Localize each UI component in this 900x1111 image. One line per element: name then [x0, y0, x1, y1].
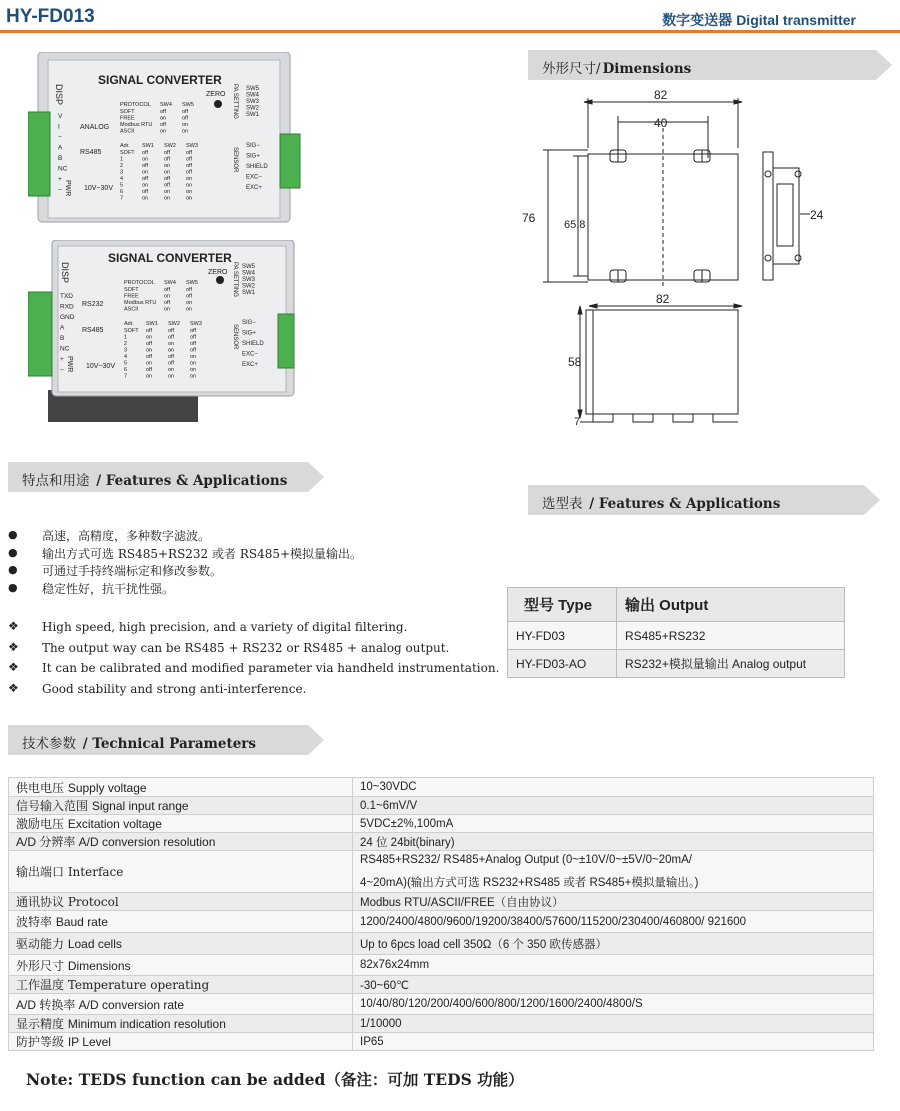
device-protocol-cell: FREE [120, 115, 135, 122]
diamond-bullet-icon: ❖ [8, 619, 19, 633]
product-title-en: Digital transmitter [736, 12, 856, 28]
device-address-cell: on [168, 373, 175, 380]
table-row [9, 976, 874, 994]
device-rs485-label: RS485 [80, 149, 102, 156]
device-address-cell: off [186, 163, 193, 169]
param-value-line: 82x76x24mm [360, 959, 430, 971]
param-value-line: 24 位 24bit(binary) [360, 836, 455, 849]
device-address-cell: on [146, 347, 153, 354]
device-address-cell: off [164, 150, 171, 156]
device-sensor-pin-label: EXC+ [246, 185, 262, 191]
param-name [9, 976, 353, 994]
device-address-header: SW3 [190, 321, 202, 327]
device-sensor-pin-label: SHIELD [246, 164, 268, 170]
param-name-cn: 波特率 [16, 915, 56, 929]
teds-note: Note: TEDS function can be added（备注：可加 TEDS 功能） [26, 1070, 524, 1089]
diamond-bullet-icon: ❖ [8, 639, 19, 654]
param-value-line: 10~30VDC [360, 781, 417, 793]
selection-banner-cn: 选型表 [542, 496, 583, 512]
device-address-cell: 1 [124, 334, 128, 341]
device-protocol-cell: ASCII [124, 306, 139, 313]
list-item: ❖ Good stability and strong anti-interference. [8, 680, 307, 696]
device-protocol-cell: off [186, 293, 193, 300]
diamond-bullet-icon: ❖ [8, 680, 19, 695]
param-value [353, 797, 874, 815]
device-protocol-cell: on [160, 115, 167, 122]
device-address-cell: off [168, 354, 175, 360]
param-name-cn: 激励电压 [16, 817, 68, 831]
device-protocol-cell: ASCII [120, 128, 135, 135]
param-value [353, 1033, 874, 1051]
device-rs485-label: RS485 [82, 327, 104, 334]
param-value-line: 0.1~6mV/V [360, 799, 418, 812]
table-row [9, 778, 874, 797]
device-address-cell: off [146, 354, 153, 360]
device-address-cell: on [164, 169, 171, 176]
param-name-en: A/D 分辨率 A/D conversion resolution [16, 835, 216, 849]
device-protocol-cell: off [164, 287, 171, 293]
device-pin-label: − [58, 186, 62, 194]
device-sensor-pin-label: SIG− [242, 320, 256, 326]
param-value-line: 10/40/80/120/200/400/600/800/1200/1600/2400/4800/S [360, 998, 643, 1010]
param-value [353, 893, 874, 911]
device-address-cell: on [142, 182, 149, 189]
device-address-cell: 6 [124, 367, 128, 373]
device-address-cell: on [142, 195, 149, 202]
device-sensor-pin-label: SIG− [246, 143, 260, 149]
table-row [9, 1015, 874, 1033]
dimension-hole-height-label: 65.8 [564, 219, 586, 231]
features-en-list [8, 620, 499, 702]
table-row [9, 911, 874, 933]
param-name-cn: 信号输入范围 [16, 799, 92, 813]
device-address-cell: on [190, 354, 197, 360]
device-pwr-label: PWR [64, 180, 71, 197]
device-address-header: SW3 [186, 143, 198, 149]
param-name-en: Excitation voltage [67, 817, 162, 831]
param-value-line: RS485+RS232/ RS485+Analog Output (0~±10V/0~±5V/0~20mA/ [360, 853, 692, 866]
device-protocol-cell: off [160, 109, 167, 115]
device-address-cell: on [186, 189, 193, 195]
device-protocol-cell: on [186, 306, 193, 313]
device-address-cell: off [146, 367, 153, 373]
device-address-header: Adr. [124, 321, 134, 327]
param-value [353, 976, 874, 994]
device-pwr-label: PWR [66, 356, 73, 373]
device-address-cell: on [146, 360, 153, 367]
param-name [9, 1033, 353, 1051]
bullet-icon: ● [8, 580, 18, 594]
device-protocol-cell: on [182, 128, 189, 135]
device-address-cell: SOFT [120, 150, 135, 156]
dimensions-banner-cn: 外形尺寸/ [542, 61, 601, 77]
device-protocol-cell: off [182, 109, 189, 115]
table-row [9, 815, 874, 833]
device-sensor-pin-label: EXC− [242, 351, 258, 358]
features-banner-en: / Features & Applications [96, 473, 288, 489]
device-voltage-label: 10V~30V [84, 185, 113, 192]
device-address-cell: off [190, 328, 197, 334]
param-value-line: Up to 6pcs load cell 350Ω（6 个 350 欧传感器） [360, 938, 608, 951]
device-zero-label: ZERO [208, 269, 228, 276]
device-address-cell: on [168, 341, 175, 347]
param-value-line: 1200/2400/4800/9600/19200/38400/57600/115200/230400/460800/ 921600 [360, 915, 747, 928]
param-name-en: Minimum indication resolution [67, 1017, 226, 1031]
param-name [9, 893, 353, 911]
bullet-icon: ● [8, 528, 18, 541]
param-name-cn: 供电电压 [16, 780, 68, 795]
device-address-cell: 5 [120, 182, 124, 189]
device-sensor-label: SENSOR [232, 324, 238, 350]
device-pin-label: TXD [60, 293, 73, 300]
device-address-cell: off [164, 182, 171, 189]
param-name-en: Dimensions [67, 958, 131, 973]
param-name [9, 797, 353, 815]
device-protocol-header: SW5 [182, 102, 194, 108]
device-sensor-pin-label: EXC+ [242, 362, 258, 368]
selection-table [507, 587, 845, 678]
device-address-cell: 7 [120, 195, 124, 202]
params-banner-en: / Technical Parameters [82, 736, 257, 752]
device-switch-label: SW5 [242, 264, 256, 270]
param-value [353, 911, 874, 933]
device-address-header: Adr. [120, 143, 130, 149]
bullet-icon: ● [8, 563, 18, 576]
table-row [9, 1033, 874, 1051]
device-address-cell: off [146, 328, 153, 334]
device-sensor-pin-label: SIG+ [246, 153, 260, 160]
param-name [9, 1015, 353, 1033]
device-protocol-header: PROTOCOL [120, 102, 151, 108]
device-address-cell: off [186, 169, 193, 176]
header-output: 输出 Output [617, 588, 845, 622]
device-rs232-label: RS232 [82, 301, 104, 308]
device-address-cell: off [142, 163, 149, 169]
device-protocol-cell: on [164, 293, 171, 300]
device-switch-label: SW1 [242, 290, 256, 296]
device-pin-label: NC [60, 345, 70, 353]
device-protocol-cell: on [186, 300, 193, 306]
device-address-cell: off [190, 347, 197, 354]
device-pin-label: I [58, 123, 60, 131]
cell-type: HY-FD03-AO [508, 650, 617, 678]
param-name [9, 833, 353, 851]
dimensions-banner [528, 50, 892, 80]
device-address-cell: off [190, 334, 197, 341]
device-address-cell: 7 [124, 373, 128, 380]
device-address-cell: off [168, 334, 175, 341]
param-name [9, 911, 353, 933]
device-switch-label: SW3 [246, 99, 260, 105]
device-pa-setting-label: PA SETTING [232, 84, 238, 119]
table-row [508, 622, 845, 650]
device-switch-label: SW2 [242, 283, 256, 290]
device-analog-label: ANALOG [80, 124, 110, 131]
params-banner [8, 725, 324, 755]
param-value-line: 1/10000 [360, 1017, 402, 1030]
device-disp-label: DISP [54, 84, 64, 106]
features-cn-list [8, 527, 362, 597]
header-type: 型号 Type [508, 588, 617, 622]
list-item: ❖ It can be calibrated and modified parameter via handheld instrumentation. [8, 660, 500, 675]
device-address-cell: on [146, 334, 153, 341]
device-address-cell: on [146, 373, 153, 380]
dimensions-banner-en: Dimensions [602, 61, 692, 77]
dimension-side-width-label: 82 [656, 292, 670, 306]
device-sensor-pin-label: EXC− [246, 174, 262, 181]
param-name-cn: 显示精度 [16, 1017, 68, 1031]
dimension-foot-label: 7 [574, 416, 581, 428]
list-item: ● 高速，高精度，多种数字滤波。 [8, 528, 211, 543]
param-name-en: A/D 转换率 A/D conversion rate [16, 997, 185, 1012]
product-title-cn: 数字变送器 [662, 13, 733, 29]
param-name-cn: 防护等级 [16, 1035, 68, 1049]
param-value-line: IP65 [360, 1035, 384, 1048]
product-title [662, 10, 856, 30]
device-address-cell: on [168, 347, 175, 354]
device-pin-label: − [58, 134, 62, 141]
device-address-cell: 6 [120, 189, 124, 195]
device-pin-label: + [58, 176, 62, 183]
device-address-cell: off [164, 156, 171, 163]
device-pin-label: NC [58, 165, 68, 173]
cell-output: RS485+RS232 [617, 622, 845, 650]
device-pin-label: A [60, 324, 65, 332]
dimension-depth-label: 24 [810, 208, 824, 222]
device-address-cell: on [142, 169, 149, 176]
param-name [9, 851, 353, 893]
device-address-cell: 4 [124, 354, 128, 360]
list-item: ● 输出方式可选 RS485+RS232 或者 RS485+模拟量输出。 [8, 545, 363, 561]
param-value-line: 4~20mA)(输出方式可选 RS232+RS485 或者 RS485+模拟量输出。) [360, 876, 699, 889]
device-protocol-header: PROTOCOL [124, 280, 155, 286]
param-name-cn: 驱动能力 [16, 937, 68, 951]
device-pin-label: RXD [60, 303, 74, 311]
param-value [353, 815, 874, 833]
device-protocol-cell: off [164, 300, 171, 306]
device-sensor-label: SENSOR [232, 147, 238, 173]
device-disp-label: DISP [60, 262, 70, 284]
param-name [9, 933, 353, 955]
device-switch-label: SW3 [242, 277, 256, 283]
device-address-cell: on [186, 195, 193, 202]
param-value-line: 5VDC±2%,100mA [360, 817, 454, 830]
device-address-cell: off [164, 176, 171, 182]
device-protocol-cell: Modbus RTU [120, 122, 153, 128]
params-banner-cn: 技术参数 [22, 736, 76, 752]
param-name [9, 955, 353, 976]
param-value [353, 833, 874, 851]
device-address-cell: on [190, 373, 197, 380]
device-address-header: SW2 [168, 321, 180, 327]
dimension-drawing [518, 88, 838, 433]
device-pin-label: − [60, 366, 64, 374]
selection-banner [528, 485, 880, 515]
params-table [8, 777, 874, 1051]
param-value-line: Modbus RTU/ASCII/FREE（自由协议） [360, 896, 564, 909]
device-protocol-cell: off [186, 287, 193, 293]
header-divider [0, 30, 900, 33]
device-voltage-label: 10V~30V [86, 363, 115, 370]
device-address-cell: 2 [124, 341, 128, 347]
cell-output: RS232+模拟量输出 Analog output [617, 650, 845, 678]
device-protocol-header: SW5 [186, 280, 198, 286]
device-protocol-cell: SOFT [124, 287, 139, 293]
device-pin-label: A [58, 144, 63, 152]
device-address-cell: on [164, 195, 171, 202]
device-pin-label: V [58, 113, 63, 120]
device-address-header: SW1 [142, 143, 154, 149]
device-address-cell: off [186, 156, 193, 163]
param-value-line: -30~60℃ [360, 979, 410, 992]
device-address-cell: off [186, 150, 193, 156]
param-name-cn: 通讯协议 Protocol [16, 895, 119, 909]
device-switch-label: SW5 [246, 86, 260, 92]
device-address-cell: off [142, 176, 149, 182]
device-address-cell: on [142, 156, 149, 163]
device-address-cell: SOFT [124, 328, 139, 334]
param-name-en: Baud rate [55, 915, 108, 929]
param-value [353, 955, 874, 976]
device-protocol-cell: on [164, 306, 171, 313]
features-banner [8, 462, 324, 492]
device-address-cell: on [190, 367, 197, 373]
table-row [9, 833, 874, 851]
features-banner-cn: 特点和用途 [22, 473, 90, 489]
param-name-cn: 外形尺寸 [16, 958, 68, 973]
diamond-bullet-icon: ❖ [8, 660, 19, 674]
device-protocol-header: SW4 [164, 280, 176, 286]
device-protocol-cell: on [182, 122, 189, 128]
cell-type: HY-FD03 [508, 622, 617, 650]
device-address-cell: 5 [124, 360, 128, 367]
device-protocol-header: SW4 [160, 102, 172, 108]
device-pa-setting-label: PA SETTING [232, 262, 238, 297]
table-row [9, 994, 874, 1015]
device-address-header: SW2 [164, 143, 176, 149]
param-name-cn: 工作温度 Temperature operating [16, 978, 210, 992]
list-item: ● 可通过手持终端标定和修改参数。 [8, 563, 223, 578]
table-header-row [508, 588, 845, 622]
device-protocol-cell: FREE [124, 293, 139, 300]
param-name-en: Supply voltage [67, 780, 147, 795]
device-address-cell: on [164, 163, 171, 169]
param-name [9, 815, 353, 833]
param-name-en: Signal input range [91, 799, 189, 813]
device-address-header: SW1 [146, 321, 158, 327]
param-value [353, 933, 874, 955]
param-value [353, 851, 874, 893]
device-address-cell: off [168, 360, 175, 367]
param-value [353, 1015, 874, 1033]
dimension-height-label: 76 [522, 211, 536, 225]
dimension-side-height-label: 58 [568, 355, 582, 369]
list-item: ❖ High speed, high precision, and a variety of digital filtering. [8, 619, 408, 634]
device-switch-label: SW4 [242, 270, 256, 277]
device-photo-analog [28, 52, 303, 232]
device-switch-label: SW2 [246, 105, 260, 112]
device-address-cell: on [168, 367, 175, 373]
device-address-cell: 3 [124, 347, 128, 354]
device-protocol-cell: Modbus RTU [124, 300, 157, 306]
selection-banner-en: / Features & Applications [589, 496, 781, 512]
table-row [508, 650, 845, 678]
device-switch-label: SW4 [246, 92, 260, 99]
dimension-hole-spacing-label: 40 [654, 116, 668, 130]
param-name-cn: 输出端口 Interface [16, 865, 124, 879]
device-sensor-pin-label: SHIELD [242, 341, 264, 347]
device-address-cell: 2 [120, 163, 124, 169]
list-item: ● 稳定性好，抗干扰性强。 [8, 580, 175, 596]
device-protocol-cell: on [160, 128, 167, 135]
device-pin-label: B [60, 335, 65, 342]
device-address-cell: on [186, 182, 193, 189]
bullet-icon: ● [8, 545, 18, 559]
device-address-cell: off [146, 341, 153, 347]
table-row [9, 893, 874, 911]
device-address-cell: off [190, 341, 197, 347]
device-address-cell: on [190, 360, 197, 367]
list-item: ❖ The output way can be RS485 + RS232 or RS485 + analog output. [8, 639, 450, 655]
table-row [9, 955, 874, 976]
device-switch-label: SW1 [246, 112, 260, 118]
param-name-en: IP Level [67, 1035, 111, 1049]
param-value [353, 994, 874, 1015]
device-protocol-cell: off [182, 115, 189, 122]
device-address-cell: 4 [120, 176, 124, 182]
device-address-cell: on [164, 189, 171, 195]
device-address-cell: off [142, 189, 149, 195]
param-name-en: Load cells [67, 937, 122, 951]
device-sensor-pin-label: SIG+ [242, 330, 256, 337]
device-address-cell: off [142, 150, 149, 156]
device-address-cell: 3 [120, 169, 124, 176]
table-row [9, 797, 874, 815]
device-protocol-cell: off [160, 122, 167, 128]
table-row [9, 851, 874, 893]
device-title: SIGNAL CONVERTER [108, 251, 232, 265]
device-pin-label: + [60, 356, 64, 363]
param-value [353, 778, 874, 797]
device-address-cell: 1 [120, 156, 124, 163]
param-name [9, 994, 353, 1015]
device-photo-rs232 [28, 240, 303, 428]
param-name [9, 778, 353, 797]
device-pin-label: B [58, 155, 63, 162]
table-row [9, 933, 874, 955]
device-title: SIGNAL CONVERTER [98, 73, 222, 87]
device-zero-label: ZERO [206, 91, 226, 98]
dimension-width-label: 82 [654, 88, 668, 102]
device-protocol-cell: SOFT [120, 109, 135, 115]
device-address-cell: on [186, 176, 193, 182]
model-title: HY-FD013 [6, 6, 95, 27]
device-address-cell: off [168, 328, 175, 334]
device-pin-label: GND [60, 314, 75, 321]
